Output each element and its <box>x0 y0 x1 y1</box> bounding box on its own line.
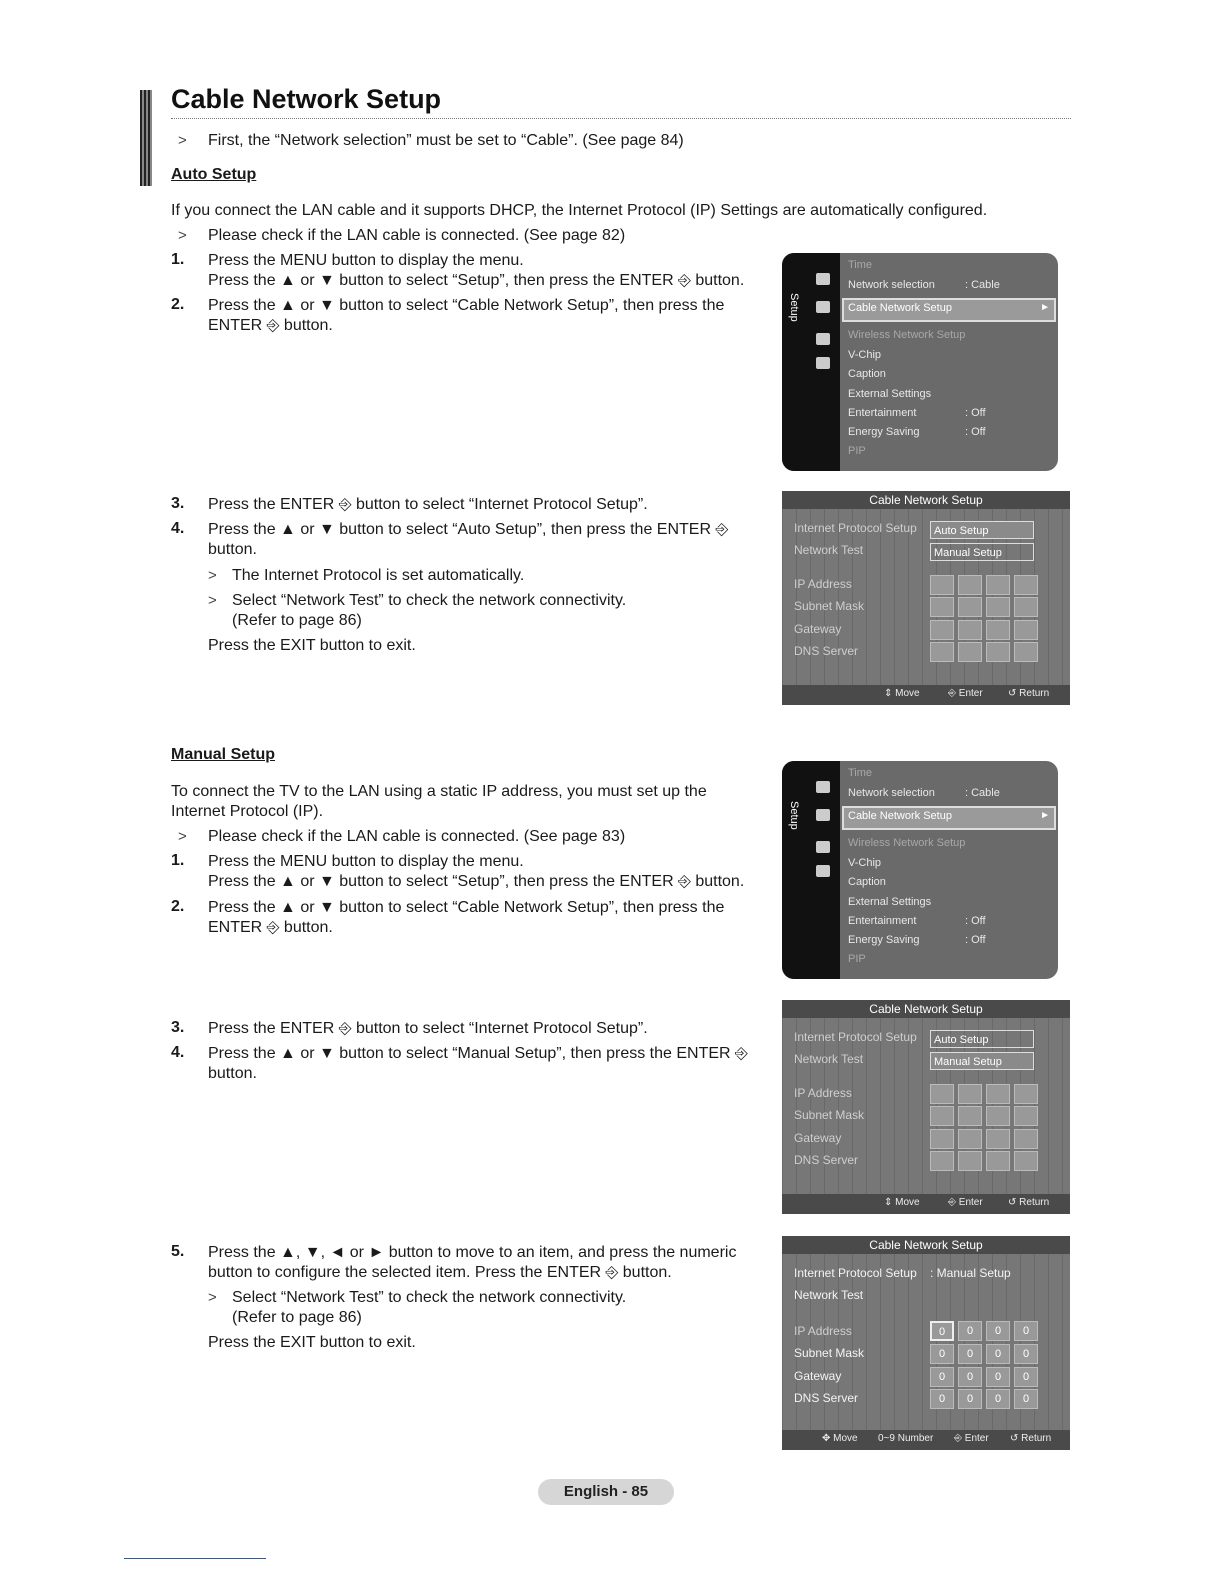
auto-note-1-text: The Internet Protocol is set automatically. <box>232 567 525 584</box>
note-arrow-icon: > <box>178 132 187 149</box>
ip-octet-box: 0 <box>930 1367 954 1387</box>
menu-item-external: External Settings <box>848 896 932 908</box>
panel-ip-address: IP Address <box>794 1324 852 1338</box>
ip-octet-box <box>986 642 1010 662</box>
footer-return: ↺ Return <box>1008 1197 1050 1208</box>
page-number-badge: English - 85 <box>538 1479 674 1505</box>
ip-octet-box <box>930 1084 954 1104</box>
title-bar-decoration <box>140 90 152 186</box>
note-arrow-icon: > <box>208 1289 217 1306</box>
menu-item-network-selection: Network selection <box>848 787 935 799</box>
ip-octet-box <box>986 620 1010 640</box>
menu-item-pip: PIP <box>848 953 866 965</box>
footer-return: ↺ Return <box>1008 688 1050 699</box>
step-number: 3. <box>171 1019 185 1036</box>
menu-value-network: : Cable <box>965 279 1000 291</box>
manual-values-panel-screenshot <box>782 1236 1070 1450</box>
intro-note <box>178 131 684 151</box>
auto-step2-line1: Press the ▲ or ▼ button to select “Cable Network Setup”, then press the <box>208 297 725 314</box>
auto-step4-line1: Press the ▲ or ▼ button to select “Auto Setup”, then press the ENTER ⎆ <box>208 521 729 538</box>
panel-title: Cable Network Setup <box>782 1236 1070 1254</box>
menu-value-entertainment: : Off <box>965 915 986 927</box>
step-number: 2. <box>171 898 185 915</box>
ip-octet-box <box>958 1151 982 1171</box>
auto-panel-screenshot <box>782 491 1070 705</box>
menu-value-energy: : Off <box>965 934 986 946</box>
ip-octet-box: 0 <box>930 1389 954 1409</box>
manual-setup-heading: Manual Setup <box>171 746 276 763</box>
manual-step4-line2: button. <box>208 1065 257 1082</box>
option-auto-setup: Auto Setup <box>930 1030 1034 1048</box>
panel-subnet-mask: Subnet Mask <box>794 599 865 613</box>
menu-item-time: Time <box>848 259 873 271</box>
panel-ip-address: IP Address <box>794 1086 852 1100</box>
footer-enter: ⎆ Enter <box>954 1433 989 1444</box>
menu-item-energy: Energy Saving <box>848 426 920 438</box>
auto-exit: Press the EXIT button to exit. <box>208 637 416 654</box>
sound-icon <box>816 333 830 345</box>
auto-note-1 <box>208 566 525 586</box>
manual-note-1-text: Select “Network Test” to check the network connectivity. <box>232 1289 627 1306</box>
title-divider <box>171 118 1071 119</box>
ip-octet-box: 0 <box>958 1321 982 1341</box>
ip-octet-box: 0 <box>986 1321 1010 1341</box>
setup-menu-screenshot <box>782 761 1058 979</box>
picture-icon <box>816 273 830 285</box>
ip-octet-box <box>958 1084 982 1104</box>
ip-octet-box <box>930 1106 954 1126</box>
panel-ip-address: IP Address <box>794 577 852 591</box>
panel-footer <box>782 685 1070 705</box>
note-arrow-icon: > <box>178 828 187 845</box>
auto-check-text: Please check if the LAN cable is connected. (See page 82) <box>208 227 626 244</box>
panel-dns-server: DNS Server <box>794 644 859 658</box>
option-manual-setup: Manual Setup <box>930 1052 1034 1070</box>
panel-network-test: Network Test <box>794 543 864 557</box>
menu-value-energy: : Off <box>965 426 986 438</box>
ip-octet-box <box>930 642 954 662</box>
menu-item-energy: Energy Saving <box>848 934 920 946</box>
ip-octet-box <box>1014 597 1038 617</box>
menu-item-caption: Caption <box>848 876 886 888</box>
menu-item-wireless: Wireless Network Setup <box>848 329 966 341</box>
footer-move: ⇕ Move <box>884 1197 920 1208</box>
ip-octet-box <box>986 597 1010 617</box>
ip-octet-box <box>930 1151 954 1171</box>
panel-title: Cable Network Setup <box>782 491 1070 509</box>
ip-octet-box: 0 <box>986 1344 1010 1364</box>
option-auto-setup: Auto Setup <box>930 521 1034 539</box>
menu-sidebar <box>782 253 840 471</box>
panel-subnet-mask: Subnet Mask <box>794 1346 865 1360</box>
auto-setup-heading: Auto Setup <box>171 166 257 183</box>
ip-octet-box: 0 <box>958 1389 982 1409</box>
input-icon <box>816 357 830 369</box>
auto-step3: Press the ENTER ⎆ button to select “Internet Protocol Setup”. <box>208 496 648 513</box>
step-number: 2. <box>171 296 185 313</box>
ip-octet-box <box>958 597 982 617</box>
footer-move: ✥ Move <box>822 1433 858 1444</box>
manual-step1-line2: Press the ▲ or ▼ button to select “Setup”, then press the ENTER ⎆ button. <box>208 873 745 890</box>
setup-menu-screenshot <box>782 253 1058 471</box>
panel-ip-setup: Internet Protocol Setup <box>794 1266 917 1280</box>
footer-return: ↺ Return <box>1010 1433 1052 1444</box>
ip-octet-box <box>986 1129 1010 1149</box>
menu-value-entertainment: : Off <box>965 407 986 419</box>
menu-item-entertainment: Entertainment <box>848 915 917 927</box>
setup-gear-icon <box>816 301 830 313</box>
panel-gateway: Gateway <box>794 1369 842 1383</box>
ip-octet-box <box>1014 1084 1038 1104</box>
panel-gateway: Gateway <box>794 622 842 636</box>
ip-octet-box: 0 <box>930 1344 954 1364</box>
auto-description: If you connect the LAN cable and it supports DHCP, the Internet Protocol (IP) Settings are automatically configured. <box>171 202 988 219</box>
menu-item-cable-network-setup <box>842 806 1056 830</box>
ip-octet-box <box>958 575 982 595</box>
menu-item-entertainment: Entertainment <box>848 407 917 419</box>
note-arrow-icon: > <box>208 567 217 584</box>
menu-item-time: Time <box>848 767 873 779</box>
manual-step2-line1: Press the ▲ or ▼ button to select “Cable Network Setup”, then press the <box>208 899 725 916</box>
ip-octet-box <box>1014 1106 1038 1126</box>
option-manual-setup: Manual Setup <box>930 543 1034 561</box>
menu-side-label: Setup <box>788 801 800 830</box>
menu-item-pip: PIP <box>848 445 866 457</box>
menu-item-cable-network-setup <box>842 298 1056 322</box>
manual-note-1-ref: (Refer to page 86) <box>232 1309 362 1326</box>
menu-item-vchip: V-Chip <box>848 349 882 361</box>
menu-item-external: External Settings <box>848 388 932 400</box>
step-number: 4. <box>171 520 185 537</box>
manual-step4-line1: Press the ▲ or ▼ button to select “Manual Setup”, then press the ENTER ⎆ <box>208 1045 748 1062</box>
ip-octet-box <box>986 1084 1010 1104</box>
step-number: 4. <box>171 1044 185 1061</box>
manual-step3: Press the ENTER ⎆ button to select “Internet Protocol Setup”. <box>208 1020 648 1037</box>
ip-octet-box <box>1014 1151 1038 1171</box>
manual-check-text: Please check if the LAN cable is connected. (See page 83) <box>208 828 626 845</box>
panel-ip-setup: Internet Protocol Setup <box>794 521 917 535</box>
intro-note-text: First, the “Network selection” must be set to “Cable”. (See page 84) <box>208 132 684 149</box>
menu-value-network: : Cable <box>965 787 1000 799</box>
panel-footer <box>782 1194 1070 1214</box>
footer-enter: ⎆ Enter <box>948 1197 983 1208</box>
panel-dns-server: DNS Server <box>794 1391 859 1405</box>
menu-highlight-label: Cable Network Setup <box>848 810 952 822</box>
auto-note-2-ref: (Refer to page 86) <box>232 612 362 629</box>
ip-octet-box <box>958 620 982 640</box>
menu-item-wireless: Wireless Network Setup <box>848 837 966 849</box>
manual-step1-line1: Press the MENU button to display the menu. <box>208 853 524 870</box>
ip-octet-box: 0 <box>1014 1344 1038 1364</box>
manual-desc-line1: To connect the TV to the LAN using a static IP address, you must set up the <box>171 783 707 800</box>
footer-number: 0~9 Number <box>878 1433 934 1444</box>
ip-octet-box: 0 <box>958 1367 982 1387</box>
ip-octet-box: 0 <box>1014 1321 1038 1341</box>
auto-step1-line1: Press the MENU button to display the menu. <box>208 252 524 269</box>
ip-octet-box: 0 <box>986 1389 1010 1409</box>
note-arrow-icon: > <box>208 592 217 609</box>
panel-title: Cable Network Setup <box>782 1000 1070 1018</box>
panel-gateway: Gateway <box>794 1131 842 1145</box>
step-number: 5. <box>171 1243 185 1260</box>
ip-octet-box: 0 <box>1014 1367 1038 1387</box>
auto-step4-line2: button. <box>208 541 257 558</box>
ip-octet-box <box>1014 620 1038 640</box>
manual-exit: Press the EXIT button to exit. <box>208 1334 416 1351</box>
ip-octet-box <box>986 1106 1010 1126</box>
setup-gear-icon <box>816 809 830 821</box>
ip-octet-box <box>930 597 954 617</box>
manual-step5-line2: button to configure the selected item. Press the ENTER ⎆ button. <box>208 1264 672 1281</box>
footer-enter: ⎆ Enter <box>948 688 983 699</box>
panel-ip-setup-value: : Manual Setup <box>930 1266 1011 1280</box>
page-title: Cable Network Setup <box>171 84 442 114</box>
panel-ip-setup: Internet Protocol Setup <box>794 1030 917 1044</box>
step-number: 3. <box>171 495 185 512</box>
panel-dns-server: DNS Server <box>794 1153 859 1167</box>
bottom-divider <box>124 1558 266 1559</box>
ip-octet-box <box>1014 642 1038 662</box>
ip-octet-box: 0 <box>986 1367 1010 1387</box>
manual-step2-line2: ENTER ⎆ button. <box>208 919 333 936</box>
ip-octet-box <box>958 1129 982 1149</box>
menu-highlight-label: Cable Network Setup <box>848 302 952 314</box>
menu-side-label: Setup <box>788 293 800 322</box>
menu-item-network-selection: Network selection <box>848 279 935 291</box>
auto-note-2 <box>208 591 627 611</box>
menu-item-vchip: V-Chip <box>848 857 882 869</box>
ip-octet-box <box>930 1129 954 1149</box>
submenu-arrow-icon: ► <box>1040 302 1050 313</box>
menu-sidebar <box>782 761 840 979</box>
manual-note-1 <box>208 1288 627 1308</box>
ip-octet-box <box>958 1106 982 1126</box>
menu-item-caption: Caption <box>848 368 886 380</box>
ip-octet-box <box>1014 575 1038 595</box>
manual-step5-line1: Press the ▲, ▼, ◄ or ► button to move to an item, and press the numeric <box>208 1244 737 1261</box>
ip-octet-box: 0 <box>1014 1389 1038 1409</box>
picture-icon <box>816 781 830 793</box>
auto-step2-line2: ENTER ⎆ button. <box>208 317 333 334</box>
submenu-arrow-icon: ► <box>1040 810 1050 821</box>
panel-subnet-mask: Subnet Mask <box>794 1108 865 1122</box>
ip-octet-box <box>958 642 982 662</box>
manual-desc-line2: Internet Protocol (IP). <box>171 803 324 820</box>
sound-icon <box>816 841 830 853</box>
manual-select-panel-screenshot <box>782 1000 1070 1214</box>
note-arrow-icon: > <box>178 227 187 244</box>
ip-octet-box: 0 <box>930 1321 954 1341</box>
ip-octet-box <box>986 1151 1010 1171</box>
step-number: 1. <box>171 251 185 268</box>
manual-check-note <box>178 827 626 847</box>
input-icon <box>816 865 830 877</box>
panel-footer <box>782 1430 1070 1450</box>
ip-octet-box <box>986 575 1010 595</box>
footer-move: ⇕ Move <box>884 688 920 699</box>
ip-octet-box <box>1014 1129 1038 1149</box>
ip-octet-box <box>930 575 954 595</box>
panel-network-test: Network Test <box>794 1288 864 1302</box>
auto-check-note <box>178 226 626 246</box>
ip-octet-box <box>930 620 954 640</box>
panel-network-test: Network Test <box>794 1052 864 1066</box>
ip-octet-box: 0 <box>958 1344 982 1364</box>
step-number: 1. <box>171 852 185 869</box>
auto-step1-line2: Press the ▲ or ▼ button to select “Setup”, then press the ENTER ⎆ button. <box>208 272 745 289</box>
auto-note-2-text: Select “Network Test” to check the network connectivity. <box>232 592 627 609</box>
